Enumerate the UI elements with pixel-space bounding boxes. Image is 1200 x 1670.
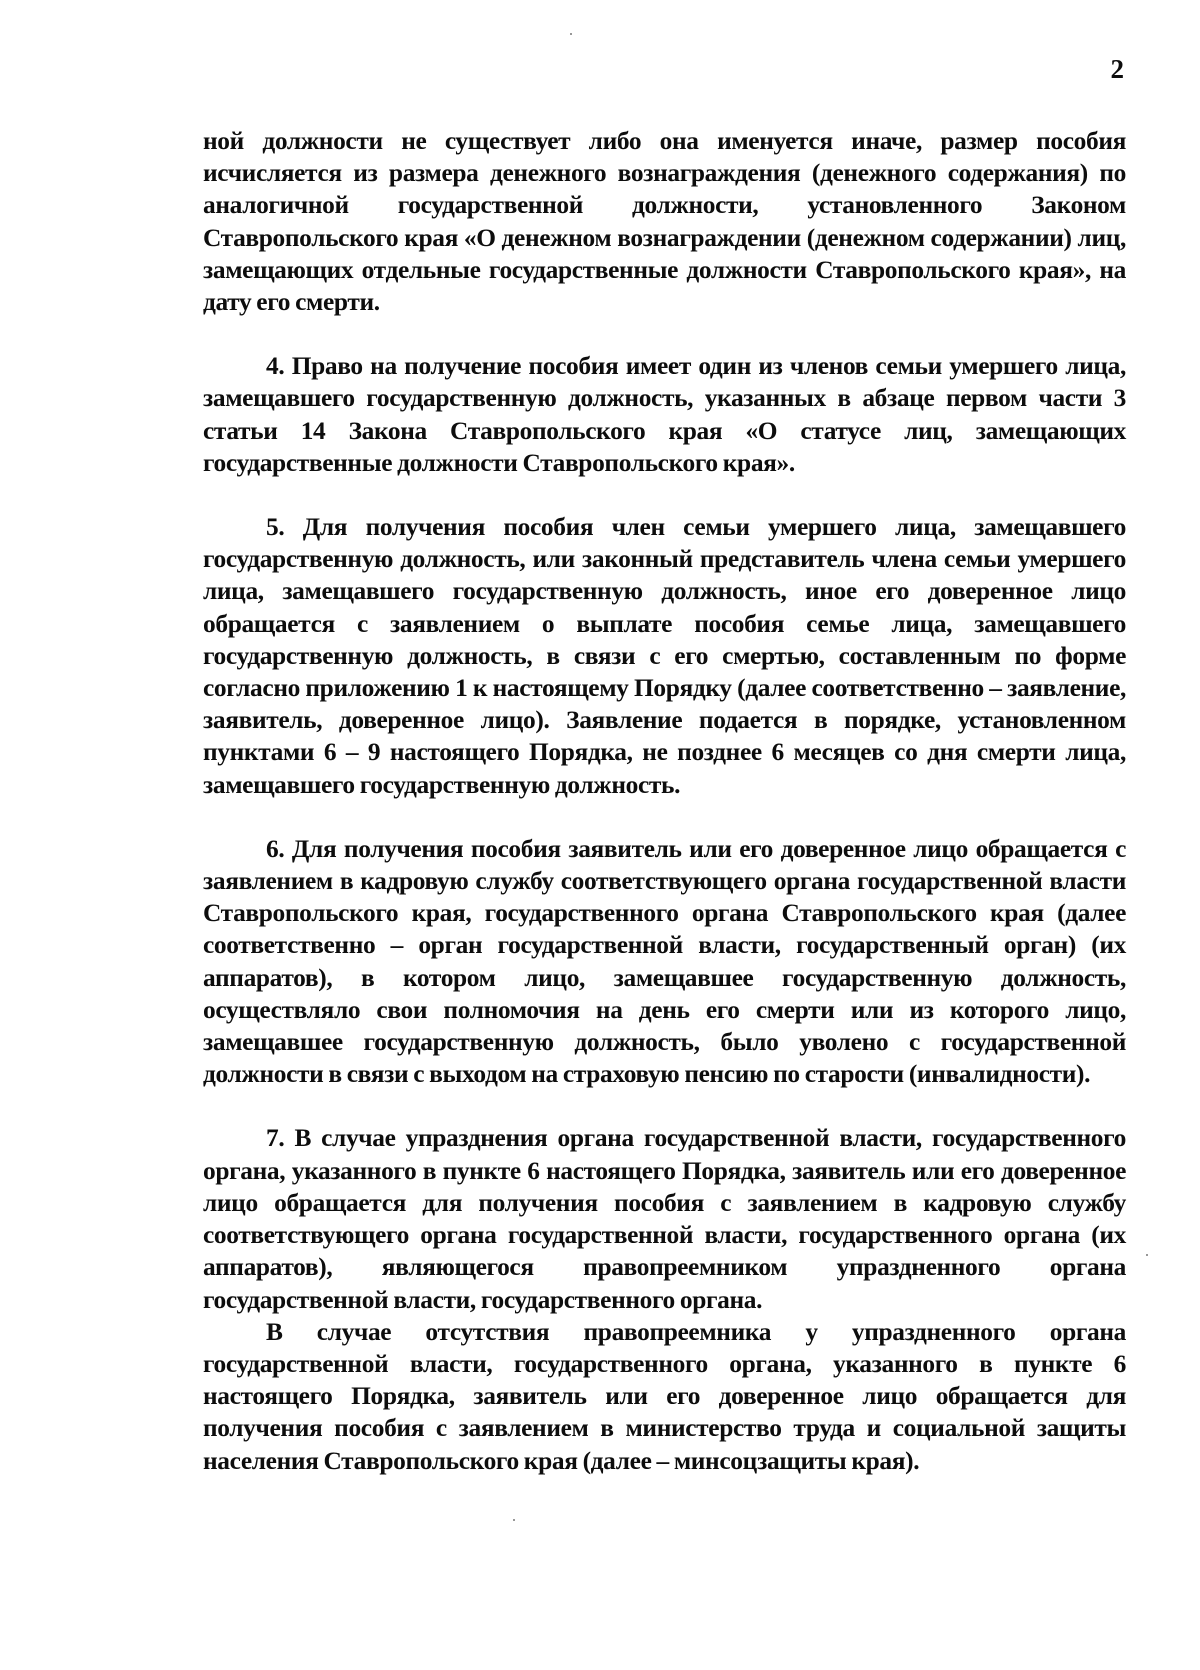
paragraph-item-6: 6. Для получения пособия заявитель или его доверенное лицо обращается с заявлением в кадровую службу соответствующего органа государственной власти Ставропольского края, государственного органа Ставропольского края (далее соответственно – орган государственной власти, государственный орган) (их аппаратов), в котором лицо, замещавшее государственную должность, осуществляло свои полномочия на день его смерти или из которого лицо, замещавшее государственную должность, было уволено с государственной должности в связи с выходом на страховую пенсию по старости (инвалидности). [203, 834, 1126, 1089]
paragraph-item-4: 4. Право на получение пособия имеет один из членов семьи умершего лица, замещавшего государственную должность, указанных в абзаце первом части 3 статьи 14 Закона Ставропольского края «О статусе лиц, замещающих государственные должности Ставропольского края». [203, 352, 1126, 477]
scan-speck [570, 33, 572, 35]
scan-speck [513, 1519, 515, 1521]
paragraph-item-7: 7. В случае упразднения органа государственной власти, государственного органа, указанного в пункте 6 настоящего Порядка, заявитель или его доверенное лицо обращается для получения пособия с заявлением в кадровую службу соответствующего органа государственной власти, государственного органа (их аппаратов), являющегося правопреемником упраздненного органа государственной власти, государственного органа. [203, 1124, 1126, 1314]
paragraph-item-7-second: В случае отсутствия правопреемника у упраздненного органа государственной власти, государственного органа, указанного в пункте 6 настоящего Порядка, заявитель или его доверенное лицо обращается для получения пособия с заявлением в министерство труда и социальной защиты населения Ставропольского края (далее – минсоцзащиты края). [203, 1317, 1126, 1475]
page-number: 2 [1110, 54, 1124, 84]
scan-speck [1146, 1254, 1148, 1256]
paragraph-item-5: 5. Для получения пособия член семьи умершего лица, замещавшего государственную должность, или законный представитель члена семьи умершего лица, замещавшего государственную должность, иное его доверенное лицо обращается с заявлением о выплате пособия семье лица, замещавшего государственную должность, в связи с его смертью, составленным по форме согласно приложению 1 к настоящему Порядку (далее соответственно – заявление, заявитель, доверенное лицо). Заявление подается в порядке, установленном пунктами 6 – 9 настоящего Порядка, не позднее 6 месяцев со дня смерти лица, замещавшего государственную должность. [203, 513, 1126, 799]
paragraph-continuation: ной должности не существует либо она именуется иначе, размер пособия исчисляется из размера денежного вознаграждения (денежного содержания) по аналогичной государственной должности, установленного Законом Ставропольского края «О денежном вознаграждении (денежном содержании) лиц, замещающих отдельные государственные должности Ставропольского края», на дату его смерти. [203, 127, 1126, 317]
document-body [203, 125, 1126, 1477]
